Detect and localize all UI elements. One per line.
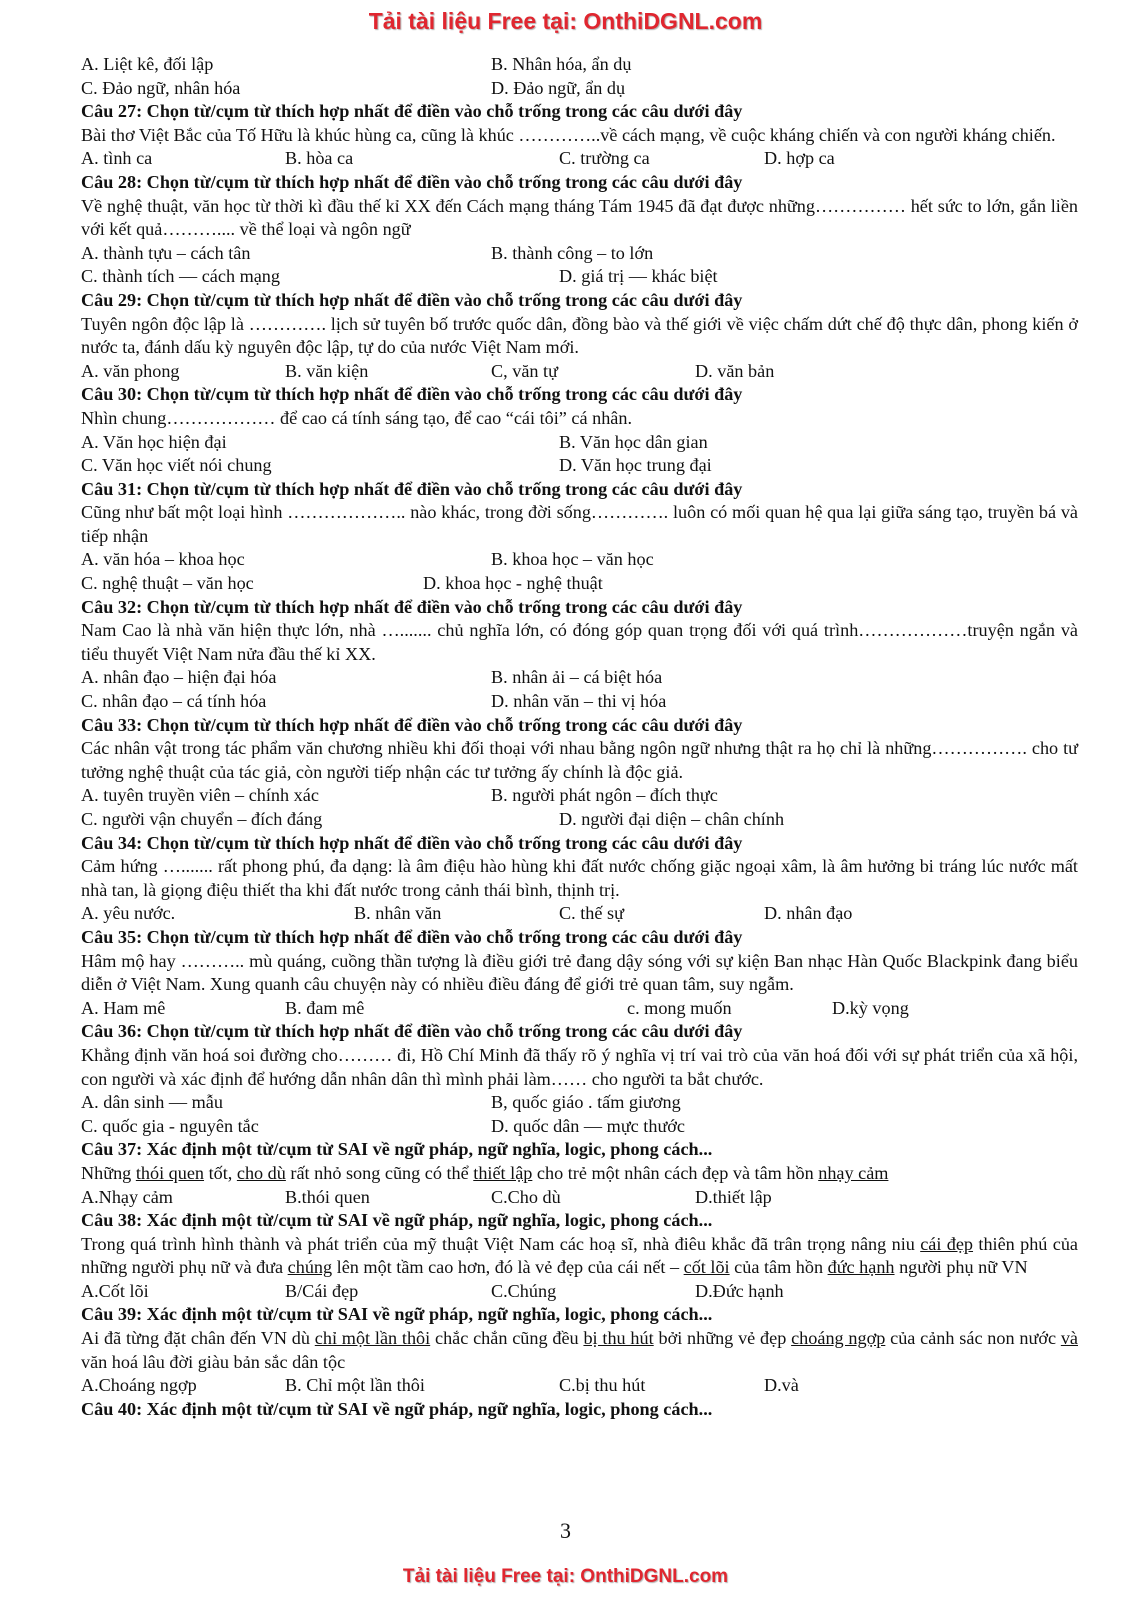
question-text xyxy=(81,1233,1078,1280)
answer-options-row xyxy=(81,454,1078,478)
question-text xyxy=(81,1327,1078,1374)
underlined-phrase: cho dù xyxy=(236,1162,286,1183)
text-segment: Những xyxy=(81,1162,136,1183)
question-block xyxy=(81,832,1078,926)
answer-options-row xyxy=(81,360,1078,384)
answer-options-row xyxy=(81,902,1078,926)
question-text: Hâm mộ hay ……….. mù quáng, cuồng thần tượng là điều giới trẻ đang dậy sóng với sự kiện Ban nhạc Hàn Quốc Blackpink đang biểu diễn ở Việt Nam. Xung quanh câu chuyện này có nhiều điều đáng để giới trẻ quan tâm, suy ngẫm. xyxy=(81,950,1078,995)
text-segment: tốt, xyxy=(204,1162,237,1183)
answer-option[interactable]: D. nhân đạo xyxy=(764,903,853,924)
answer-option[interactable]: B. Chỉ một lần thôi xyxy=(285,1375,425,1396)
question-block xyxy=(81,1303,1078,1397)
answer-option[interactable]: A. yêu nước. xyxy=(81,903,176,924)
answer-option[interactable]: B. người phát ngôn – đích thực xyxy=(491,785,718,806)
answer-options-row xyxy=(81,1186,1078,1210)
answer-option[interactable]: D. khoa học - nghệ thuật xyxy=(423,573,603,594)
answer-option[interactable]: c. mong muốn xyxy=(627,997,732,1018)
answer-option[interactable]: A.Cốt lõi xyxy=(81,1280,149,1301)
question-block xyxy=(81,1020,1078,1138)
underlined-phrase: nhạy cảm xyxy=(818,1162,889,1183)
answer-option[interactable]: C.Chúng xyxy=(491,1280,557,1301)
answer-option[interactable]: C. nhân đạo – cá tính hóa xyxy=(81,691,267,712)
answer-options-row xyxy=(81,690,1078,714)
question-block xyxy=(81,100,1078,171)
question-heading: Câu 38: Xác định một từ/cụm từ SAI về ngữ pháp, ngữ nghĩa, logic, phong cách... xyxy=(81,1210,713,1231)
answer-option[interactable]: B. nhân văn xyxy=(354,903,442,924)
answer-option[interactable]: A. dân sinh — mẫu xyxy=(81,1092,223,1113)
underlined-phrase: đức hạnh xyxy=(827,1257,895,1278)
answer-option[interactable]: A.Nhạy cảm xyxy=(81,1186,173,1207)
underlined-phrase: cốt lõi xyxy=(683,1257,730,1278)
text-segment: của tâm hồn xyxy=(729,1257,828,1278)
question-text: Các nhân vật trong tác phẩm văn chương nhiều khi đối thoại với nhau bằng ngôn ngữ nhưng thật ra họ chỉ là những……………. cho tư tưởng nghệ thuật của tác giả, còn người tiếp nhận các tư tưởng ấy chính là độc giả. xyxy=(81,738,1078,782)
text-segment: của cảnh sác non nước xyxy=(885,1328,1061,1349)
question-block xyxy=(81,289,1078,383)
carryover-options-row-1 xyxy=(81,53,1078,77)
answer-option[interactable]: B. hòa ca xyxy=(285,148,354,169)
underlined-phrase: cái đẹp xyxy=(920,1233,974,1254)
question-heading: Câu 28: Chọn từ/cụm từ thích hợp nhất để điền vào chỗ trống trong các câu dưới đây xyxy=(81,171,743,192)
answer-option[interactable]: D. người đại diện – chân chính xyxy=(559,809,785,829)
question-block xyxy=(81,596,1078,714)
question-list xyxy=(81,100,1078,1421)
answer-option[interactable]: C. trường ca xyxy=(559,148,650,169)
answer-option[interactable]: A. tình ca xyxy=(81,148,153,169)
answer-option[interactable]: A. văn hóa – khoa học xyxy=(81,549,245,570)
question-heading: Câu 29: Chọn từ/cụm từ thích hợp nhất để điền vào chỗ trống trong các câu dưới đây xyxy=(81,289,743,310)
answer-option[interactable]: D.và xyxy=(764,1375,799,1396)
answer-options-row xyxy=(81,147,1078,171)
download-banner-bottom[interactable]: Tải tài liệu Free tại: OnthiDGNL.com xyxy=(402,1566,729,1587)
underlined-phrase: thiết lập xyxy=(473,1162,533,1183)
answer-option[interactable]: B/Cái đẹp xyxy=(285,1280,359,1301)
question-block xyxy=(81,1209,1078,1303)
question-heading: Câu 31: Chọn từ/cụm từ thích hợp nhất để điền vào chỗ trống trong các câu dưới đây xyxy=(81,478,743,499)
answer-option[interactable]: D.thiết lập xyxy=(695,1186,772,1207)
question-heading: Câu 33: Chọn từ/cụm từ thích hợp nhất để điền vào chỗ trống trong các câu dưới đây xyxy=(81,714,743,735)
option-c: C. Đảo ngữ, nhân hóa xyxy=(81,77,241,98)
text-segment: văn hoá lâu đời giàu bản sắc dân tộc xyxy=(81,1351,346,1372)
answer-options-row xyxy=(81,784,1078,808)
question-heading: Câu 30: Chọn từ/cụm từ thích hợp nhất để điền vào chỗ trống trong các câu dưới đây xyxy=(81,384,743,405)
text-segment: rất nhỏ song cũng có thể xyxy=(285,1162,474,1183)
answer-option[interactable]: C. thế sự xyxy=(559,903,624,924)
answer-option[interactable]: D. quốc dân — mực thước xyxy=(491,1115,685,1136)
text-segment: Trong quá trình hình thành và phát triển của mỹ thuật Việt Nam các hoạ sĩ, nhà điêu khắc đã trân trọng nâng niu xyxy=(81,1233,921,1254)
answer-option[interactable]: C. người vận chuyển – đích đáng xyxy=(81,809,323,829)
download-banner-top[interactable]: Tải tài liệu Free tại: OnthiDGNL.com xyxy=(368,8,763,34)
document-body xyxy=(81,53,1078,1421)
answer-option[interactable]: D. Văn học trung đại xyxy=(559,455,712,476)
answer-option[interactable]: A. tuyên truyền viên – chính xác xyxy=(81,785,319,806)
answer-option[interactable]: D. văn bản xyxy=(695,360,775,381)
question-text xyxy=(81,1162,1078,1186)
underlined-phrase: thói quen xyxy=(135,1162,205,1183)
answer-option[interactable]: A. văn phong xyxy=(81,360,180,381)
answer-option[interactable]: B. nhân ải – cá biệt hóa xyxy=(491,667,663,688)
answer-options-row xyxy=(81,808,1078,832)
question-heading: Câu 27: Chọn từ/cụm từ thích hợp nhất để điền vào chỗ trống trong các câu dưới đây xyxy=(81,101,743,122)
answer-option[interactable]: D. hợp ca xyxy=(764,148,835,169)
carryover-options-row-2 xyxy=(81,77,1078,101)
question-heading: Câu 39: Xác định một từ/cụm từ SAI về ngữ pháp, ngữ nghĩa, logic, phong cách... xyxy=(81,1304,713,1325)
text-segment: cho trẻ một nhân cách đẹp và tâm hồn xyxy=(532,1162,819,1183)
question-heading: Câu 36: Chọn từ/cụm từ thích hợp nhất để điền vào chỗ trống trong các câu dưới đây xyxy=(81,1021,743,1042)
text-segment: bởi những vẻ đẹp xyxy=(653,1328,792,1349)
answer-option[interactable]: B. khoa học – văn học xyxy=(491,549,654,570)
answer-option[interactable]: C.bị thu hút xyxy=(559,1375,646,1396)
text-segment: Ai đã từng đặt chân đến VN dù xyxy=(81,1328,315,1349)
question-text: Bài thơ Việt Bắc của Tố Hữu là khúc hùng ca, cũng là khúc …………..về cách mạng, về cuộc kháng chiến và con người kháng chiến. xyxy=(81,124,1056,145)
underlined-phrase: choáng ngợp xyxy=(791,1328,886,1349)
answer-options-row xyxy=(81,431,1078,455)
underlined-phrase: và xyxy=(1060,1328,1078,1349)
answer-option[interactable]: C, văn tự xyxy=(491,360,558,381)
question-heading: Câu 34: Chọn từ/cụm từ thích hợp nhất để điền vào chỗ trống trong các câu dưới đây xyxy=(81,832,743,853)
question-heading: Câu 35: Chọn từ/cụm từ thích hợp nhất để điền vào chỗ trống trong các câu dưới đây xyxy=(81,926,743,947)
answer-option[interactable]: B. đam mê xyxy=(285,997,365,1018)
question-heading: Câu 40: Xác định một từ/cụm từ SAI về ngữ pháp, ngữ nghĩa, logic, phong cách... xyxy=(81,1398,713,1419)
answer-option[interactable]: D.kỳ vọng xyxy=(832,997,909,1018)
answer-options-row xyxy=(81,1374,1078,1398)
underlined-phrase: chỉ một lần thôi xyxy=(314,1328,431,1349)
answer-option[interactable]: A. Ham mê xyxy=(81,997,166,1018)
question-block xyxy=(81,383,1078,477)
answer-option[interactable]: A.Choáng ngợp xyxy=(81,1375,197,1396)
answer-option[interactable]: C. quốc gia - nguyên tắc xyxy=(81,1115,259,1136)
option-b: B. Nhân hóa, ẩn dụ xyxy=(491,54,632,74)
question-text: Nam Cao là nhà văn hiện thực lớn, nhà …....... chủ nghĩa lớn, có đóng góp quan trọng đối với quá trình………………truyện ngắn và tiểu thuyết Việt Nam nửa đầu thế kỉ XX. xyxy=(81,620,1078,664)
answer-option[interactable]: B.thói quen xyxy=(285,1186,370,1207)
answer-options-row xyxy=(81,548,1078,572)
text-segment: chắc chắn cũng đều xyxy=(430,1328,584,1349)
text-segment: người phụ nữ VN xyxy=(894,1257,1028,1278)
question-heading: Câu 37: Xác định một từ/cụm từ SAI về ngữ pháp, ngữ nghĩa, logic, phong cách... xyxy=(81,1139,713,1160)
answer-option[interactable]: C. nghệ thuật – văn học xyxy=(81,573,254,594)
question-text: Cảm hứng …....... rất phong phú, đa dạng: là âm điệu hào hùng khi đất nước chống giặc ngoại xâm, là âm hưởng bi tráng lúc nước mất nhà tan, là giọng điệu thiết tha khi đất nước trong cảnh thái bình, thịnh trị. xyxy=(81,856,1078,900)
question-block xyxy=(81,1398,1078,1422)
text-segment: lên một tầm cao hơn, đó là vẻ đẹp của cái nết – xyxy=(332,1257,684,1278)
answer-options-row xyxy=(81,572,1078,596)
answer-options-row xyxy=(81,666,1078,690)
question-text: Nhìn chung……………… để cao cá tính sáng tạo, để cao “cái tôi” cá nhân. xyxy=(81,407,632,428)
option-d: D. Đảo ngữ, ẩn dụ xyxy=(491,77,626,98)
question-text: Về nghệ thuật, văn học từ thời kì đầu thế kỉ XX đến Cách mạng tháng Tám 1945 đã đạt được những…………… hết sức to lớn, gắn liền với kết quả……….... về thể loại và ngôn ngữ xyxy=(81,195,1078,240)
answer-options-row xyxy=(81,242,1078,266)
option-a: A. Liệt kê, đối lập xyxy=(81,54,214,74)
answer-option[interactable]: C.Cho dù xyxy=(491,1186,561,1207)
answer-options-row xyxy=(81,1091,1078,1115)
answer-option[interactable]: D. giá trị — khác biệt xyxy=(559,266,718,287)
page-number: 3 xyxy=(560,1518,571,1543)
underlined-phrase: bị thu hút xyxy=(583,1328,654,1349)
question-block xyxy=(81,1138,1078,1209)
answer-option[interactable]: D.Đức hạnh xyxy=(695,1280,784,1301)
answer-option[interactable]: B. thành công – to lớn xyxy=(491,242,654,263)
question-block xyxy=(81,926,1078,1020)
answer-option[interactable]: A. nhân đạo – hiện đại hóa xyxy=(81,667,277,688)
answer-option[interactable]: D. nhân văn – thi vị hóa xyxy=(491,691,667,712)
answer-option[interactable]: B. Văn học dân gian xyxy=(559,431,708,452)
answer-options-row xyxy=(81,1115,1078,1139)
answer-options-row xyxy=(81,265,1078,289)
text-segment: thiên phú của những người phụ nữ và đưa xyxy=(81,1233,1078,1278)
answer-option[interactable]: B, quốc giáo . tấm giương xyxy=(491,1092,681,1113)
question-text: Tuyên ngôn độc lập là …………. lịch sử tuyên bố trước quốc dân, đồng bào và thế giới về việc chấm dứt chế độ thực dân, phong kiến ở nước ta, đánh dấu kỳ nguyên độc lập, tự do của nước Việt Nam mới. xyxy=(81,313,1078,358)
answer-option[interactable]: C. Văn học viết nói chung xyxy=(81,455,272,476)
question-heading: Câu 32: Chọn từ/cụm từ thích hợp nhất để điền vào chỗ trống trong các câu dưới đây xyxy=(81,596,743,617)
question-block xyxy=(81,171,1078,289)
underlined-phrase: chúng xyxy=(287,1257,333,1278)
answer-options-row xyxy=(81,997,1078,1021)
answer-option[interactable]: B. văn kiện xyxy=(285,360,369,381)
answer-option[interactable]: A. thành tựu – cách tân xyxy=(81,242,251,263)
question-text: Khẳng định văn hoá soi đường cho……… đi, Hồ Chí Minh đã thấy rõ ý nghĩa vị trí vai trò của văn hoá đối với sự phát triển của xã hội, con người và xác định để hướng dẫn nhân dân thì mình phải làm…… cho người ta bắt chước. xyxy=(81,1044,1078,1089)
answer-options-row xyxy=(81,1280,1078,1304)
question-block xyxy=(81,478,1078,596)
question-block xyxy=(81,714,1078,832)
answer-option[interactable]: C. thành tích — cách mạng xyxy=(81,266,280,287)
answer-option[interactable]: A. Văn học hiện đại xyxy=(81,431,227,452)
question-text: Cũng như bất một loại hình ……………….. nào khác, trong đời sống…………. luôn có mối quan hệ qua lại giữa sáng tạo, truyền bá và tiếp nhận xyxy=(81,502,1078,546)
